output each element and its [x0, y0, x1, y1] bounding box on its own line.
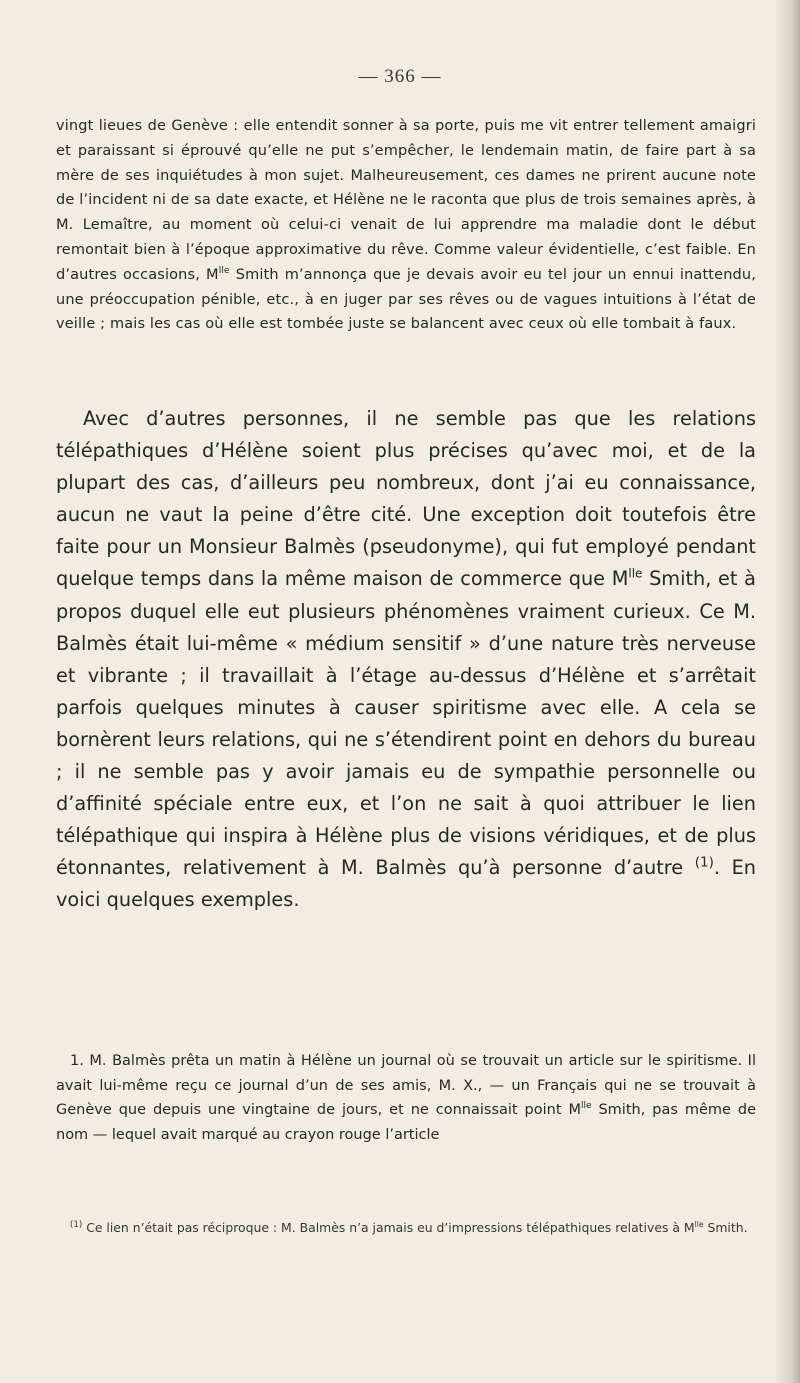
footnote-reference: (1)	[694, 854, 714, 871]
item-1-superscript: lle	[580, 1101, 592, 1112]
paragraph-1-text: vingt lieues de Genève : elle entendit sonner à sa porte, puis me vit entrer tellement amaigri et paraissant si éprouvé qu’elle ne put s’empêcher, le lendemain matin, de faire part à sa mère de ses inquiétudes à mon sujet. Malheureusement, ces dames ne prirent aucune note de l’incident ni de sa date exacte, et Hélène ne le raconta que plus de trois semaines après, à M. Lemaître, au moment où celui-ci venait de lui apprendre ma maladie dont le début remontait bien à l’époque approximative du rêve. Comme valeur évidentielle, c’est faible. En d’autres occasions, M	[56, 118, 756, 283]
example-item-1	[56, 1049, 756, 1147]
paragraph-2-superscript: lle	[628, 567, 643, 582]
footnote-superscript: lle	[694, 1219, 704, 1229]
paragraph-2-text-b: Smith, et à propos duquel elle eut plusieurs phénomènes vraiment curieux. Ce M. Balmès était lui-même « médium sensitif » d’une nature très nerveuse et vibrante ; il travaillait à l’étage au-dessus d’Hélène et s’arrêtait parfois quelques minutes à causer spiritisme avec elle. A cela se bornèrent leurs relations, qui ne s’étendirent point en dehors du bureau ; il ne semble pas y avoir jamais eu de sympathie personnelle ou d’affinité spéciale entre eux, et l’on ne sait à quoi attribuer le lien télépathique qui inspira à Hélène plus de visions véridiques, et de plus étonnantes, relativement à M. Balmès qu’à personne d’autre	[56, 567, 756, 880]
footnote-mark: (1)	[70, 1219, 83, 1230]
item-1-text-b: Smith, pas même de nom — lequel avait marqué au crayon rouge l’article	[56, 1102, 756, 1143]
footnote-text-b: Smith.	[703, 1220, 748, 1235]
paragraph-2-text-c: . En voici quelques exemples.	[56, 856, 756, 912]
item-1-text-a: 1. M. Balmès prêta un matin à Hélène un journal où se trouvait un article sur le spiritisme. Il avait lui-même reçu ce journal d’un de ses amis, M. X., — un Français qui ne se trouvait à Genève que depuis une vingtaine de jours, et ne connaissait point M	[56, 1053, 756, 1119]
paragraph-1-text-end: Smith m’annonça que je devais avoir eu tel jour un ennui inattendu, une préoccupation pénible, etc., à en juger par ses rêves ou de vagues intuitions à l’état de veille ; mais les cas où elle est tombée juste se balancent avec ceux où elle tombait à faux.	[56, 266, 756, 333]
paragraph-continuation	[56, 114, 756, 337]
paragraph-1-superscript: lle	[218, 265, 230, 276]
paragraph-balmes	[56, 403, 756, 917]
page-number: — 366 —	[358, 66, 442, 87]
paragraph-2-text-a: Avec d’autres personnes, il ne semble pas que les relations télépathiques d’Hélène soient plus précises qu’avec moi, et de la plupart des cas, d’ailleurs peu nombreux, dont j’ai eu connaissance, aucun ne vaut la peine d’être cité. Une exception doit toutefois être faite pour un Monsieur Balmès (pseudonyme), qui fut employé pendant quelque temps dans la même maison de commerce que M	[56, 407, 756, 591]
footnote	[56, 1218, 756, 1237]
page-edge-shadow	[774, 0, 800, 1383]
footnote-text-a: Ce lien n’était pas réciproque : M. Balmès n’a jamais eu d’impressions télépathiques relatives à M	[82, 1220, 695, 1235]
